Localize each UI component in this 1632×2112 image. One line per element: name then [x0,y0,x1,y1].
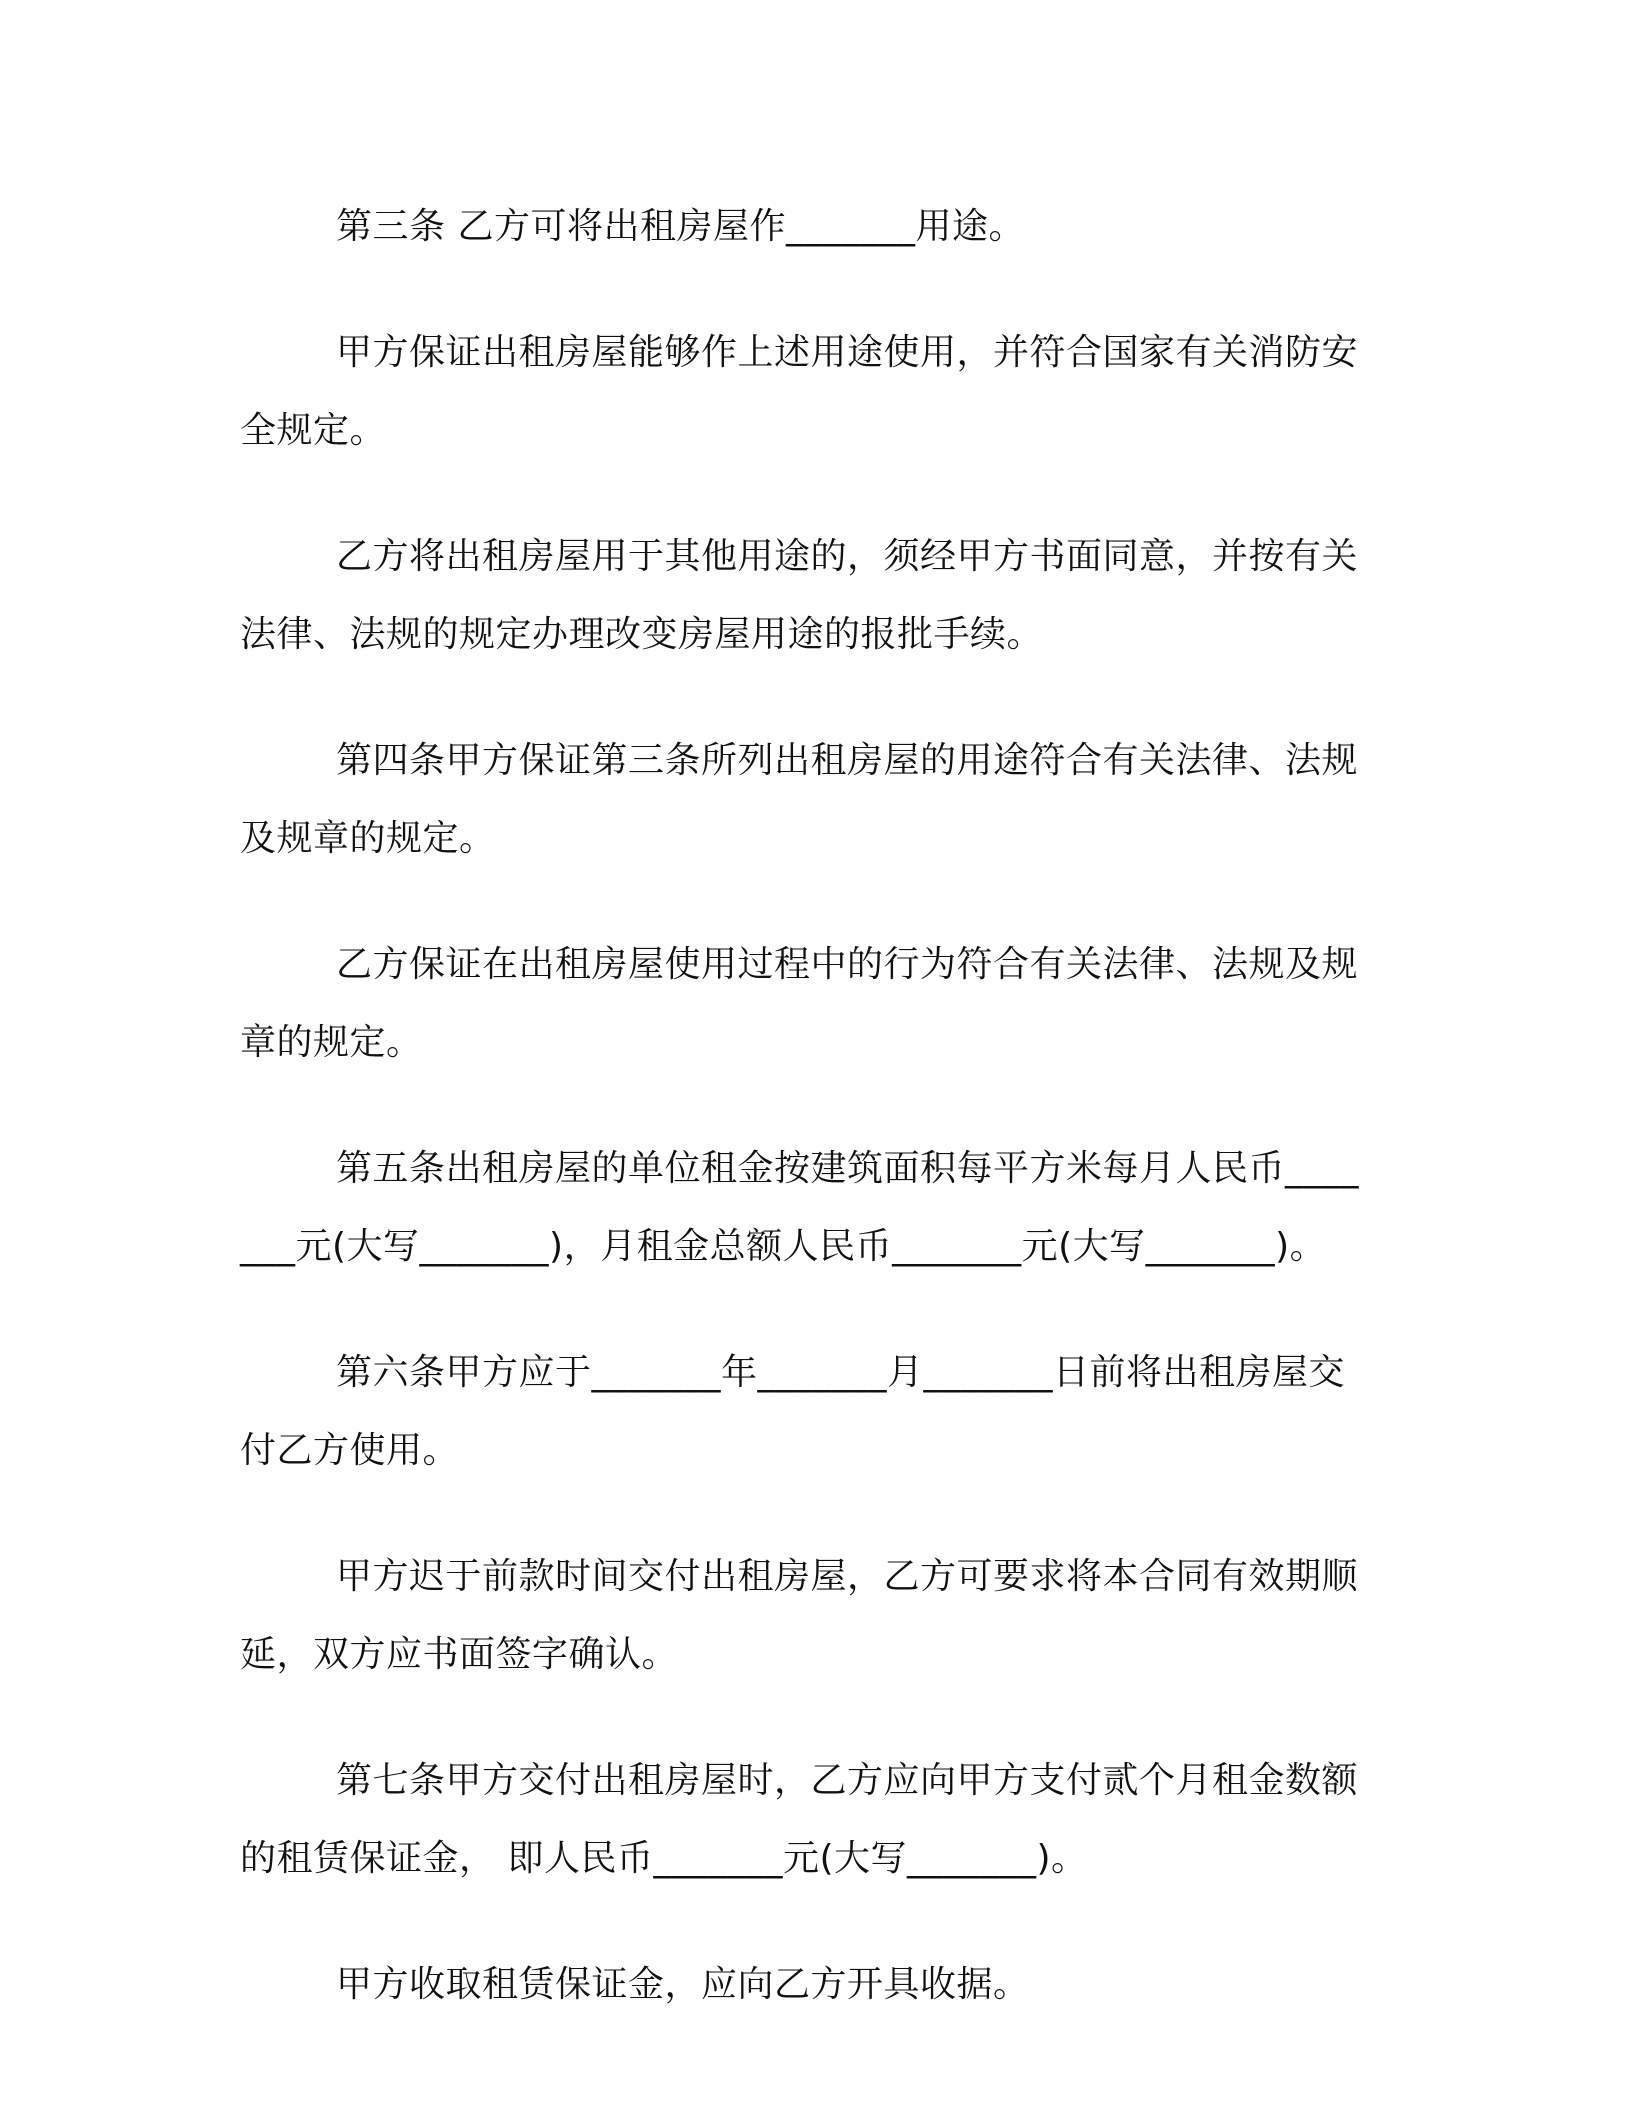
clause-5-paragraph: 第五条出租房屋的单位租金按建筑面积每平方米每月人民币_______元(大写_______)，月租金总额人民币_______元(大写_______)。 [240,1148,1360,1267]
clause-7-paragraph: 第七条甲方交付出租房屋时，乙方应向甲方支付贰个月租金数额的租赁保证金， 即人民币_______元(大写_______)。 [240,1760,1359,1879]
clause-4-paragraph: 第四条甲方保证第三条所列出租房屋的用途符合有关法律、法规及规章的规定。 [240,740,1359,859]
clause-7-receipt-paragraph: 甲方收取租赁保证金，应向乙方开具收据。 [336,1964,1030,2005]
clause-3-paragraph: 第三条 乙方可将出租房屋作_______用途。 [336,206,1025,247]
document-body [240,188,1372,2072]
clause-6-paragraph: 第六条甲方应于_______年_______月_______日前将出租房屋交付乙方使用。 [240,1352,1346,1471]
clause-6-delay-paragraph: 甲方迟于前款时间交付出租房屋，乙方可要求将本合同有效期顺延，双方应书面签字确认。 [240,1556,1359,1675]
clause-3-other-use-paragraph: 乙方将出租房屋用于其他用途的，须经甲方书面同意，并按有关法律、法规的规定办理改变房屋用途的报批手续。 [240,536,1359,655]
clause-4-tenant-paragraph: 乙方保证在出租房屋使用过程中的行为符合有关法律、法规及规章的规定。 [240,944,1359,1063]
clause-3-guarantee-paragraph: 甲方保证出租房屋能够作上述用途使用，并符合国家有关消防安全规定。 [240,332,1359,451]
